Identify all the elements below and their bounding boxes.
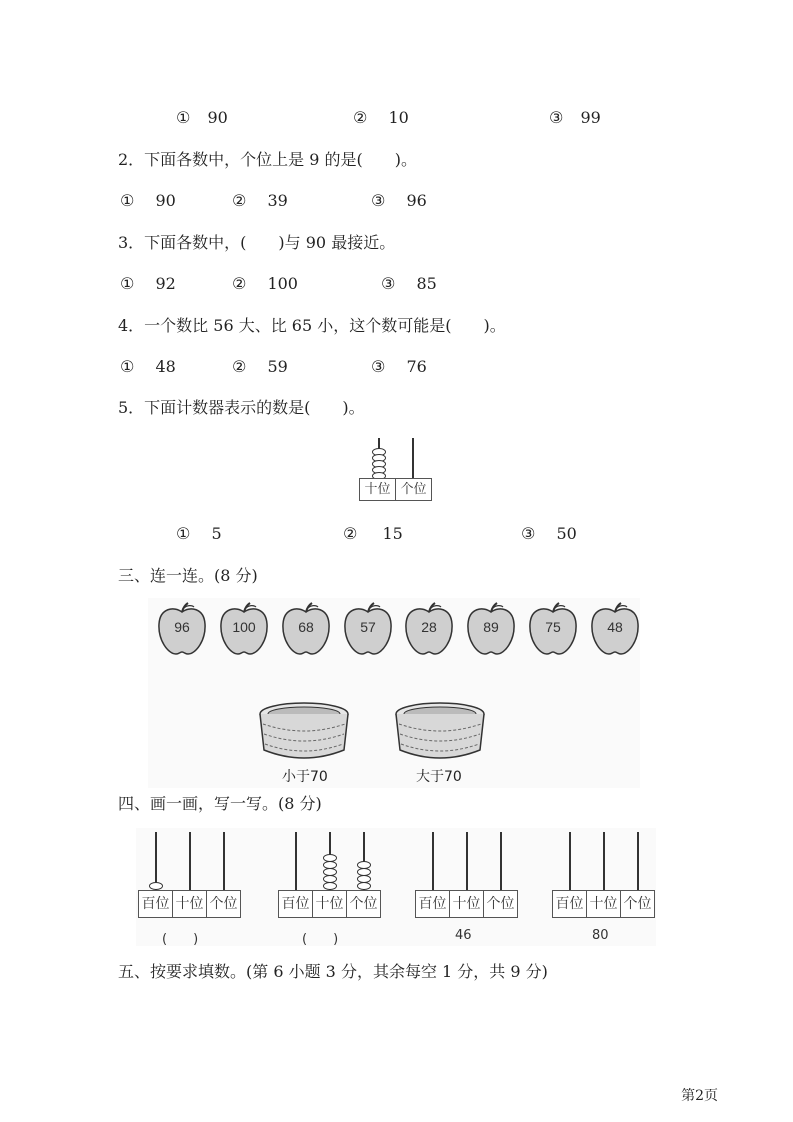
- apple-number: 68: [298, 619, 314, 635]
- option-value: 5: [211, 524, 222, 543]
- apple-number: 48: [607, 619, 623, 635]
- q3-option-3[interactable]: [381, 274, 437, 294]
- bead: [357, 861, 371, 869]
- q1-option-2[interactable]: [353, 108, 409, 128]
- basket-icon: [394, 700, 486, 762]
- bead: [357, 882, 371, 890]
- bead: [357, 875, 371, 883]
- option-mark: ①: [120, 357, 135, 376]
- option-value: 85: [416, 274, 437, 293]
- counter-caption[interactable]: ( ): [302, 932, 339, 947]
- basket-label-less: 小于70: [282, 769, 328, 785]
- counter-rod-tens: [603, 832, 605, 890]
- q2-option-1[interactable]: [120, 191, 176, 211]
- apple-number: 89: [483, 619, 499, 635]
- page-number: 第2页: [681, 1088, 718, 1104]
- q3-option-2[interactable]: [232, 274, 298, 294]
- label-ones: 个位: [623, 896, 652, 912]
- basket-greater-than-70[interactable]: [394, 700, 486, 766]
- apple-68[interactable]: [280, 602, 332, 656]
- section3-title: 三、连一连。(8 分): [118, 566, 258, 585]
- option-value: 39: [267, 191, 288, 210]
- q5-option-3[interactable]: [521, 524, 577, 544]
- counter-label-box: [359, 478, 432, 501]
- counter-rod-hundreds: [295, 832, 297, 890]
- option-value: 76: [406, 357, 427, 376]
- apple-number: 75: [545, 619, 561, 635]
- section4-title: 四、画一画，写一写。(8 分): [118, 794, 322, 813]
- label-hundreds: 百位: [279, 891, 313, 917]
- q4-option-3[interactable]: [371, 357, 427, 377]
- basket-icon: [258, 700, 350, 762]
- apple-75[interactable]: [527, 602, 579, 656]
- q5-option-1[interactable]: [176, 524, 222, 544]
- apple-57[interactable]: [342, 602, 394, 656]
- q3-stem: 3．下面各数中，( )与 90 最接近。: [118, 233, 396, 252]
- option-value: 90: [155, 191, 176, 210]
- option-mark: ①: [176, 524, 191, 543]
- option-value: 96: [406, 191, 427, 210]
- counter-rod-ones: [637, 832, 639, 890]
- option-value: 90: [207, 108, 228, 127]
- q1-option-1[interactable]: [176, 108, 228, 128]
- label-tens: 十位: [313, 891, 347, 917]
- counter-rod-tens: [466, 832, 468, 890]
- option-mark: ③: [371, 191, 386, 210]
- bead: [323, 882, 337, 890]
- option-value: 48: [155, 357, 176, 376]
- apple-number: 57: [360, 619, 376, 635]
- bead: [357, 868, 371, 876]
- option-value: 59: [267, 357, 288, 376]
- option-value: 92: [155, 274, 176, 293]
- counter-rod-tens: [189, 832, 191, 890]
- label-tens: 十位: [360, 479, 396, 500]
- bead: [323, 854, 337, 862]
- counter-caption[interactable]: ( ): [162, 932, 199, 947]
- apple-89[interactable]: [465, 602, 517, 656]
- option-value: 100: [267, 274, 298, 293]
- option-value: 10: [388, 108, 409, 127]
- q4-option-2[interactable]: [232, 357, 288, 377]
- label-ones: 个位: [486, 896, 515, 912]
- q2-stem: 2．下面各数中，个位上是 9 的是( )。: [118, 150, 418, 169]
- option-mark: ③: [521, 524, 536, 543]
- figure-background: [136, 828, 656, 946]
- counter-rod-hundreds: [569, 832, 571, 890]
- q2-option-2[interactable]: [232, 191, 288, 211]
- apple-48[interactable]: [589, 602, 641, 656]
- counter-rod-ones: [223, 832, 225, 890]
- label-hundreds: 百位: [139, 891, 173, 917]
- counter-label-box: [278, 890, 381, 918]
- option-mark: ②: [343, 524, 358, 543]
- q5-stem: 5．下面计数器表示的数是( )。: [118, 398, 365, 417]
- q1-option-3[interactable]: [549, 108, 601, 128]
- label-tens: 十位: [587, 891, 621, 917]
- apple-number: 28: [421, 619, 437, 635]
- label-ones: 个位: [400, 482, 427, 497]
- counter-caption: 46: [455, 928, 472, 943]
- apple-96[interactable]: [156, 602, 208, 656]
- option-mark: ②: [232, 357, 247, 376]
- label-tens: 十位: [173, 891, 207, 917]
- counter-rod-ones: [412, 438, 414, 480]
- apple-number: 100: [232, 619, 256, 635]
- option-mark: ②: [353, 108, 368, 127]
- option-mark: ①: [120, 274, 135, 293]
- label-ones: 个位: [349, 896, 378, 912]
- counter-label-box: [415, 890, 518, 918]
- option-mark: ③: [549, 108, 564, 127]
- option-value: 15: [382, 524, 403, 543]
- counter-rod-ones: [500, 832, 502, 890]
- option-mark: ③: [381, 274, 396, 293]
- label-hundreds: 百位: [416, 891, 450, 917]
- bead: [323, 868, 337, 876]
- option-mark: ①: [176, 108, 191, 127]
- option-mark: ③: [371, 357, 386, 376]
- option-mark: ②: [232, 191, 247, 210]
- label-hundreds: 百位: [553, 891, 587, 917]
- label-ones: 个位: [209, 896, 238, 912]
- apple-28[interactable]: [403, 602, 455, 656]
- section5-title: 五、按要求填数。(第 6 小题 3 分，其余每空 1 分，共 9 分): [118, 962, 548, 981]
- bead: [323, 861, 337, 869]
- option-mark: ①: [120, 191, 135, 210]
- counter-rod-hundreds: [432, 832, 434, 890]
- bead: [323, 875, 337, 883]
- q2-option-3[interactable]: [371, 191, 427, 211]
- q4-option-1[interactable]: [120, 357, 176, 377]
- option-value: 99: [580, 108, 601, 127]
- option-mark: ②: [232, 274, 247, 293]
- basket-less-than-70[interactable]: [258, 700, 350, 766]
- bead: [149, 882, 163, 890]
- q5-option-2[interactable]: [343, 524, 403, 544]
- counter-caption: 80: [592, 928, 609, 943]
- basket-label-greater: 大于70: [416, 769, 462, 785]
- q4-stem: 4．一个数比 56 大、比 65 小，这个数可能是( )。: [118, 316, 506, 335]
- apple-number: 96: [174, 619, 190, 635]
- counter-label-box: [138, 890, 241, 918]
- apple-100[interactable]: [218, 602, 270, 656]
- option-value: 50: [556, 524, 577, 543]
- label-tens: 十位: [450, 891, 484, 917]
- counter-label-box: [552, 890, 655, 918]
- q3-option-1[interactable]: [120, 274, 176, 294]
